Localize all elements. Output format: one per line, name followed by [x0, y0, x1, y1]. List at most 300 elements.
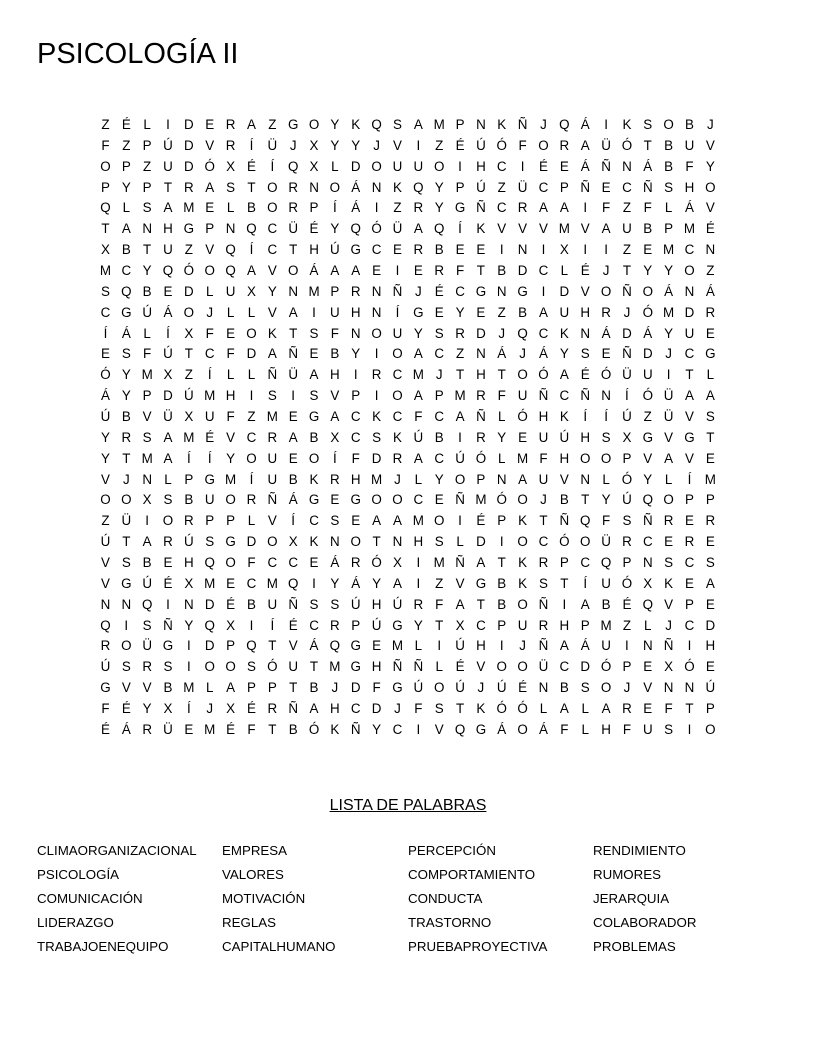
grid-letter: A: [413, 388, 423, 404]
grid-letter: A: [559, 638, 569, 654]
grid-letter: H: [538, 409, 549, 425]
grid-letter: Q: [579, 513, 591, 529]
grid-letter: B: [309, 680, 319, 696]
grid-letter: R: [350, 283, 361, 299]
grid-letter: U: [267, 596, 278, 612]
grid-letter: Z: [622, 200, 631, 216]
grid-letter: Q: [204, 555, 215, 571]
grid-letter: N: [184, 596, 194, 612]
grid-letter: Ú: [100, 409, 111, 425]
grid-letter: D: [204, 596, 215, 612]
grid-letter: Í: [166, 325, 170, 341]
grid-letter: Z: [184, 242, 193, 258]
grid-letter: T: [309, 659, 319, 675]
grid-letter: K: [518, 513, 528, 529]
grid-letter: M: [99, 263, 111, 279]
grid-letter: Ú: [142, 304, 152, 320]
grid-row: [95, 261, 721, 282]
grid-letter: Á: [497, 346, 507, 362]
grid-letter: M: [433, 117, 445, 132]
grid-letter: O: [308, 117, 320, 132]
grid-letter: Á: [539, 346, 548, 362]
grid-letter: O: [392, 346, 403, 362]
grid-letter: T: [560, 575, 569, 591]
grid-letter: I: [437, 638, 442, 654]
grid-letter: F: [372, 680, 381, 696]
grid-letter: R: [288, 200, 298, 216]
grid-letter: T: [685, 367, 694, 383]
grid-letter: M: [225, 471, 237, 487]
grid-letter: S: [121, 346, 131, 362]
grid-letter: I: [166, 596, 170, 612]
grid-letter: I: [499, 242, 504, 258]
grid-letter: X: [330, 429, 340, 445]
grid-letter: Ñ: [288, 701, 298, 717]
grid-letter: G: [392, 617, 403, 633]
grid-letter: Y: [330, 575, 340, 591]
grid-letter: N: [142, 471, 152, 487]
grid-letter: É: [434, 283, 444, 299]
grid-letter: Ó: [642, 304, 653, 320]
grid-letter: A: [664, 450, 674, 466]
grid-letter: N: [142, 221, 152, 237]
grid-letter: P: [121, 158, 131, 174]
grid-letter: I: [416, 555, 421, 571]
grid-letter: S: [226, 179, 236, 195]
grid-letter: I: [395, 263, 400, 279]
grid-letter: X: [226, 701, 236, 717]
grid-letter: T: [476, 596, 485, 612]
grid-letter: M: [600, 617, 612, 633]
grid-letter: S: [142, 200, 152, 216]
grid-letter: É: [121, 701, 131, 717]
grid-letter: V: [392, 137, 402, 153]
grid-letter: I: [687, 638, 692, 654]
grid-letter: Q: [225, 242, 236, 258]
grid-letter: H: [476, 638, 486, 654]
page-title: PSICOLOGÍA II: [37, 38, 239, 70]
grid-letter: J: [519, 638, 526, 654]
grid-letter: O: [246, 450, 257, 466]
grid-letter: Z: [184, 367, 193, 383]
word-item: COMPORTAMIENTO: [408, 867, 536, 882]
grid-letter: A: [392, 513, 402, 529]
grid-letter: M: [204, 721, 216, 737]
grid-letter: Á: [163, 304, 173, 320]
grid-letter: E: [518, 429, 528, 445]
grid-letter: H: [559, 617, 570, 633]
grid-letter: R: [413, 596, 424, 612]
grid-letter: R: [705, 513, 716, 529]
grid-letter: B: [142, 555, 152, 571]
grid-letter: N: [476, 346, 486, 362]
grid-letter: J: [540, 117, 547, 132]
grid-letter: Ü: [601, 534, 611, 550]
grid-letter: C: [580, 555, 591, 571]
grid-letter: Á: [664, 283, 674, 299]
grid-letter: Ñ: [538, 388, 549, 404]
grid-letter: F: [101, 137, 110, 153]
grid-letter: G: [100, 680, 111, 696]
grid-row: [95, 219, 721, 240]
grid-letter: U: [559, 304, 570, 320]
grid-letter: X: [559, 242, 569, 258]
grid-letter: T: [289, 680, 298, 696]
grid-letter: O: [308, 450, 320, 466]
grid-letter: S: [601, 429, 611, 445]
grid-row: [95, 553, 721, 574]
grid-letter: P: [559, 555, 569, 571]
grid-letter: É: [622, 596, 632, 612]
grid-letter: E: [705, 596, 715, 612]
grid-letter: O: [371, 492, 382, 508]
grid-letter: O: [225, 555, 236, 571]
grid-letter: Ñ: [350, 721, 361, 737]
grid-letter: C: [476, 617, 486, 633]
grid-letter: T: [685, 701, 694, 717]
grid-letter: Z: [497, 179, 506, 195]
grid-letter: I: [145, 513, 150, 529]
grid-letter: X: [392, 555, 402, 571]
grid-letter: P: [205, 221, 215, 237]
grid-letter: A: [455, 596, 465, 612]
grid-letter: V: [455, 575, 465, 591]
grid-letter: U: [601, 575, 611, 591]
grid-letter: Ó: [475, 450, 487, 466]
grid-letter: K: [476, 701, 486, 717]
grid-letter: M: [329, 659, 341, 675]
grid-letter: Í: [187, 450, 191, 466]
grid-letter: Í: [604, 409, 608, 425]
grid-letter: F: [247, 721, 256, 737]
grid-letter: O: [705, 179, 716, 195]
grid-letter: Q: [642, 492, 653, 508]
grid-letter: P: [580, 617, 590, 633]
grid-letter: Í: [103, 325, 108, 341]
grid-letter: I: [416, 721, 421, 737]
grid-letter: A: [163, 200, 173, 216]
grid-letter: F: [643, 200, 652, 216]
grid-letter: G: [121, 304, 132, 320]
grid-letter: T: [122, 534, 131, 550]
word-item: COMUNICACIÓN: [37, 891, 143, 906]
grid-letter: A: [413, 117, 423, 132]
grid-letter: V: [226, 429, 236, 445]
grid-row: [95, 490, 721, 511]
grid-letter: T: [706, 429, 715, 445]
grid-letter: U: [163, 158, 173, 174]
grid-letter: J: [498, 325, 506, 341]
letter-grid: [95, 115, 721, 741]
grid-letter: E: [226, 575, 236, 591]
grid-letter: V: [267, 513, 277, 529]
grid-row: [95, 407, 721, 428]
grid-letter: Ñ: [601, 158, 611, 174]
grid-letter: É: [705, 221, 715, 237]
grid-letter: G: [475, 283, 487, 299]
grid-letter: P: [330, 283, 340, 299]
grid-letter: C: [267, 242, 278, 258]
grid-letter: J: [602, 263, 610, 279]
grid-letter: Ñ: [580, 179, 591, 195]
grid-letter: Y: [142, 263, 152, 279]
grid-letter: C: [309, 617, 319, 633]
grid-letter: B: [497, 596, 507, 612]
grid-letter: T: [268, 721, 277, 737]
grid-letter: M: [663, 304, 675, 320]
grid-letter: Ú: [100, 659, 111, 675]
grid-letter: O: [371, 158, 382, 174]
grid-letter: X: [163, 701, 173, 717]
grid-letter: S: [664, 179, 674, 195]
grid-letter: E: [601, 346, 611, 362]
grid-row: [95, 699, 721, 720]
grid-letter: G: [308, 492, 320, 508]
grid-letter: L: [664, 471, 673, 487]
grid-letter: R: [330, 471, 340, 487]
grid-letter: É: [309, 221, 319, 237]
grid-letter: Ú: [100, 534, 111, 550]
grid-letter: U: [267, 471, 278, 487]
grid-letter: U: [392, 158, 403, 174]
word-list-title: LISTA DE PALABRAS: [329, 797, 487, 814]
grid-letter: B: [163, 680, 173, 696]
grid-letter: É: [226, 721, 236, 737]
grid-letter: P: [184, 471, 194, 487]
grid-letter: O: [663, 492, 674, 508]
grid-letter: F: [351, 450, 360, 466]
grid-letter: O: [183, 304, 195, 320]
grid-letter: B: [142, 283, 152, 299]
grid-letter: O: [371, 325, 382, 341]
grid-letter: O: [433, 680, 445, 696]
grid-letter: V: [142, 680, 152, 696]
grid-letter: A: [413, 221, 423, 237]
grid-letter: L: [331, 158, 339, 174]
grid-letter: U: [392, 325, 403, 341]
grid-row: [95, 428, 721, 449]
grid-letter: I: [416, 575, 421, 591]
grid-letter: C: [100, 304, 111, 320]
grid-letter: N: [330, 534, 340, 550]
grid-letter: H: [309, 242, 319, 258]
grid-letter: S: [664, 721, 674, 737]
grid-letter: L: [143, 117, 151, 132]
grid-letter: X: [184, 325, 194, 341]
grid-letter: K: [309, 534, 319, 550]
grid-row: [95, 449, 721, 470]
grid-letter: M: [412, 367, 424, 383]
grid-letter: V: [100, 575, 110, 591]
grid-letter: Á: [351, 179, 361, 195]
grid-letter: G: [183, 221, 195, 237]
grid-letter: H: [476, 367, 486, 383]
grid-letter: Ó: [204, 158, 215, 174]
grid-letter: Ñ: [163, 617, 173, 633]
grid-letter: X: [226, 617, 236, 633]
grid-letter: C: [350, 701, 361, 717]
grid-letter: J: [665, 617, 672, 633]
grid-letter: M: [141, 450, 153, 466]
grid-letter: M: [454, 388, 466, 404]
grid-letter: V: [580, 283, 590, 299]
grid-letter: J: [289, 137, 297, 153]
grid-letter: N: [538, 680, 549, 696]
grid-letter: F: [205, 325, 214, 341]
grid-letter: T: [289, 325, 298, 341]
grid-letter: E: [205, 117, 215, 132]
word-item: PSICOLOGÍA: [37, 867, 120, 882]
grid-letter: U: [225, 283, 236, 299]
grid-letter: P: [622, 659, 632, 675]
word-item: CAPITALHUMANO: [222, 939, 336, 954]
grid-letter: O: [329, 179, 341, 195]
grid-letter: D: [350, 680, 361, 696]
grid-letter: Ñ: [267, 367, 278, 383]
grid-letter: E: [559, 158, 569, 174]
grid-letter: Ú: [184, 388, 194, 404]
grid-letter: D: [184, 283, 194, 299]
grid-letter: Ü: [601, 137, 611, 153]
grid-letter: Ó: [600, 659, 612, 675]
grid-letter: Q: [246, 221, 257, 237]
grid-letter: P: [497, 617, 507, 633]
grid-letter: Y: [121, 367, 131, 383]
grid-letter: D: [622, 325, 632, 341]
grid-letter: É: [539, 158, 548, 174]
grid-letter: Y: [664, 325, 674, 341]
grid-letter: E: [205, 200, 215, 216]
grid-letter: Ó: [183, 263, 195, 279]
grid-letter: U: [538, 429, 549, 445]
grid-letter: Ü: [392, 221, 403, 237]
grid-letter: N: [580, 325, 591, 341]
grid-letter: U: [163, 242, 173, 258]
grid-letter: J: [394, 701, 401, 717]
grid-letter: I: [187, 659, 191, 675]
grid-letter: L: [206, 283, 214, 299]
grid-letter: Q: [350, 221, 361, 237]
grid-letter: D: [163, 388, 173, 404]
grid-letter: E: [372, 263, 382, 279]
grid-letter: R: [705, 304, 716, 320]
grid-letter: É: [121, 117, 131, 132]
grid-letter: J: [435, 367, 443, 383]
grid-letter: R: [267, 429, 278, 445]
grid-letter: P: [142, 179, 152, 195]
grid-letter: O: [121, 638, 132, 654]
grid-letter: A: [601, 221, 611, 237]
grid-letter: P: [351, 388, 361, 404]
grid-letter: S: [434, 325, 444, 341]
grid-letter: Ñ: [392, 283, 403, 299]
grid-letter: I: [541, 242, 546, 258]
grid-letter: L: [414, 638, 423, 654]
grid-letter: N: [580, 471, 591, 487]
grid-letter: J: [477, 680, 485, 696]
grid-letter: B: [246, 200, 256, 216]
grid-letter: K: [497, 117, 507, 132]
grid-letter: P: [455, 179, 465, 195]
grid-letter: Á: [351, 575, 361, 591]
grid-letter: O: [204, 263, 215, 279]
grid-letter: K: [622, 117, 632, 132]
grid-letter: U: [642, 721, 653, 737]
grid-letter: T: [143, 242, 152, 258]
grid-letter: P: [455, 117, 465, 132]
grid-letter: Z: [622, 617, 631, 633]
grid-row: [95, 720, 721, 741]
grid-letter: Y: [372, 721, 382, 737]
grid-letter: H: [684, 179, 695, 195]
grid-row: [95, 636, 721, 657]
grid-letter: M: [433, 555, 445, 571]
grid-letter: R: [476, 388, 486, 404]
grid-letter: T: [581, 492, 590, 508]
grid-letter: Ú: [413, 429, 424, 445]
grid-letter: U: [517, 388, 528, 404]
grid-letter: R: [142, 721, 152, 737]
grid-letter: L: [164, 471, 172, 487]
grid-letter: R: [684, 534, 695, 550]
grid-letter: M: [266, 575, 278, 591]
grid-letter: Ü: [517, 179, 528, 195]
grid-letter: O: [705, 721, 716, 737]
grid-letter: Í: [207, 450, 212, 466]
grid-letter: O: [600, 680, 612, 696]
grid-letter: U: [517, 617, 528, 633]
word-item: RENDIMIENTO: [593, 843, 686, 858]
grid-letter: É: [226, 596, 236, 612]
grid-letter: T: [184, 346, 193, 362]
grid-letter: P: [205, 513, 215, 529]
grid-letter: J: [540, 492, 547, 508]
grid-letter: Ó: [496, 137, 507, 153]
grid-letter: V: [100, 555, 110, 571]
grid-letter: Ú: [622, 492, 632, 508]
grid-letter: C: [538, 263, 549, 279]
grid-letter: H: [371, 596, 382, 612]
grid-letter: Y: [100, 429, 110, 445]
grid-letter: E: [643, 701, 653, 717]
grid-letter: Y: [100, 450, 110, 466]
grid-letter: H: [350, 471, 361, 487]
grid-letter: A: [413, 450, 423, 466]
grid-letter: O: [392, 492, 403, 508]
grid-letter: Y: [601, 492, 611, 508]
word-item: PERCEPCIÓN: [408, 843, 496, 858]
grid-letter: O: [100, 492, 111, 508]
word-column-1: [37, 839, 197, 959]
grid-letter: Ó: [267, 659, 278, 675]
grid-letter: H: [184, 555, 194, 571]
grid-letter: O: [100, 158, 111, 174]
grid-letter: O: [517, 596, 528, 612]
grid-letter: I: [604, 117, 608, 132]
grid-letter: R: [350, 555, 361, 571]
grid-letter: Y: [372, 575, 382, 591]
grid-letter: K: [518, 575, 528, 591]
grid-letter: Ñ: [517, 117, 528, 132]
grid-letter: Y: [643, 471, 653, 487]
grid-letter: S: [330, 513, 340, 529]
grid-letter: A: [205, 179, 215, 195]
grid-letter: S: [121, 659, 131, 675]
grid-letter: L: [498, 450, 506, 466]
grid-letter: V: [476, 659, 486, 675]
grid-letter: A: [226, 680, 236, 696]
grid-letter: M: [183, 429, 195, 445]
